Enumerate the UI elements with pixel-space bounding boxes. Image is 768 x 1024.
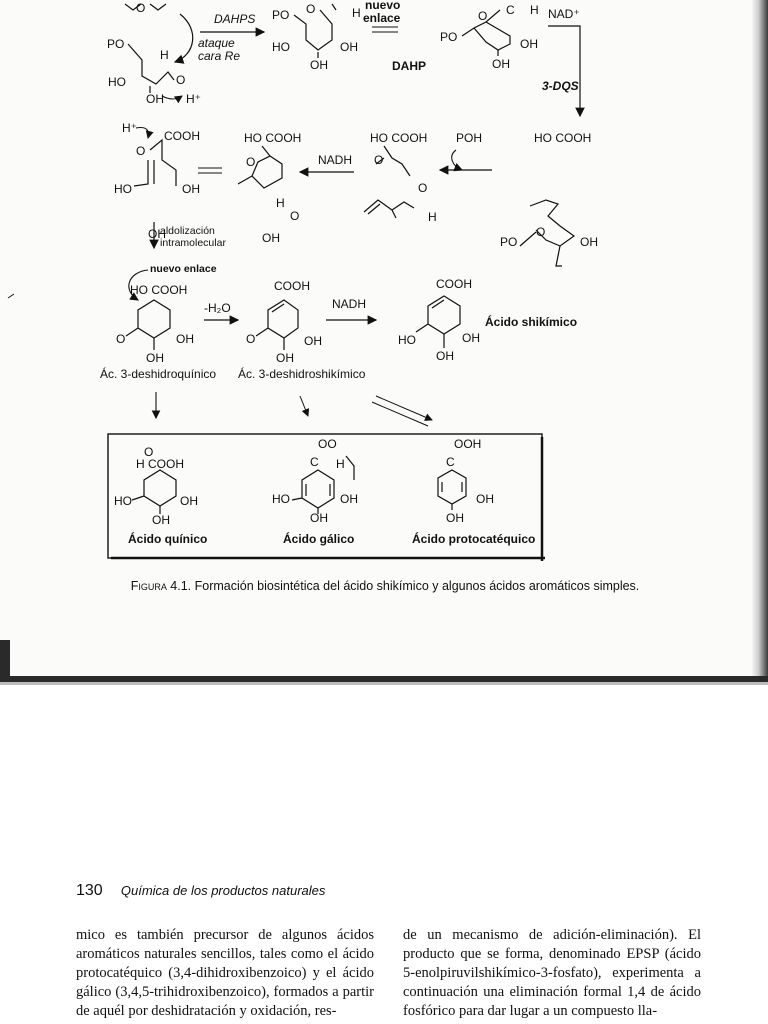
svg-text:OH: OH bbox=[176, 332, 194, 346]
svg-text:O: O bbox=[306, 2, 316, 16]
figure-caption bbox=[100, 578, 670, 594]
atom-h-nad: H bbox=[530, 3, 539, 17]
hemiketal-structure bbox=[238, 131, 301, 245]
svg-text:OH: OH bbox=[310, 511, 328, 525]
atom-h-new-bond: H bbox=[352, 6, 361, 20]
label-nadh-2: NADH bbox=[332, 297, 367, 311]
label-ac-3-deshidroshikimico: Ác. 3-deshidroshikímico bbox=[238, 367, 366, 381]
svg-text:H COOH: H COOH bbox=[136, 457, 184, 471]
svg-text:H: H bbox=[160, 48, 169, 62]
svg-text:OH: OH bbox=[146, 351, 164, 365]
dqs-intermediate-structure bbox=[370, 131, 427, 176]
structure-3-dehydroquinic bbox=[116, 283, 194, 365]
svg-text:C: C bbox=[506, 3, 515, 17]
svg-text:HO COOH: HO COOH bbox=[534, 131, 592, 145]
curved-arrow-attack bbox=[175, 14, 193, 62]
arrow-poh-release bbox=[452, 150, 462, 170]
svg-text:O: O bbox=[246, 155, 256, 169]
dqs-substrate-structure bbox=[500, 131, 598, 266]
arrow-nad-dqs bbox=[548, 26, 580, 116]
svg-text:PO: PO bbox=[107, 37, 125, 51]
label-dahps: DAHPS bbox=[214, 12, 256, 26]
svg-text:O: O bbox=[246, 332, 256, 346]
svg-text:O: O bbox=[478, 9, 488, 23]
label-acido-quinico: Ácido quínico bbox=[128, 532, 208, 546]
svg-text:HO: HO bbox=[114, 182, 132, 196]
structure-3-dehydroshikimic bbox=[246, 279, 322, 365]
svg-text:OH: OH bbox=[182, 182, 200, 196]
svg-text:O: O bbox=[136, 144, 146, 158]
atom-o: O bbox=[136, 1, 146, 15]
svg-text:OH: OH bbox=[180, 494, 198, 508]
svg-text:HO COOH: HO COOH bbox=[244, 131, 302, 145]
svg-text:COOH: COOH bbox=[164, 129, 200, 143]
equilibrium-arrows-2 bbox=[198, 168, 222, 173]
svg-text:OH: OH bbox=[304, 334, 322, 348]
svg-text:H: H bbox=[428, 210, 437, 224]
body-text-right-column: de un mecanismo de adición-eliminación). El producto que se forma, denominado EPSP (ácido 5-enolpiruvilshikímico-3-fosfato), experimenta a continuación una eliminación formal 1,4 de ácido fosfórico para dar lugar a un compuesto lla- bbox=[403, 927, 701, 1019]
label-acido-protocatequico: Ácido protocatéquico bbox=[412, 532, 536, 546]
svg-text:OH: OH bbox=[492, 57, 510, 71]
pep-fragment bbox=[125, 1, 166, 15]
svg-text:H: H bbox=[276, 196, 285, 210]
label-nadh-1: NADH bbox=[318, 153, 353, 167]
svg-text:C: C bbox=[446, 455, 455, 469]
svg-text:PO: PO bbox=[272, 8, 290, 22]
svg-text:O: O bbox=[176, 73, 186, 87]
svg-text:H: H bbox=[336, 457, 345, 471]
svg-text:OH: OH bbox=[152, 513, 170, 527]
label-h2o: -H₂O bbox=[204, 301, 231, 315]
svg-text:PO: PO bbox=[500, 235, 518, 249]
svg-text:OH: OH bbox=[520, 37, 538, 51]
page-footer bbox=[76, 882, 325, 900]
svg-text:OH: OH bbox=[340, 492, 358, 506]
svg-text:HO COOH: HO COOH bbox=[370, 131, 428, 145]
figure-label: Figura 4.1. bbox=[130, 579, 192, 593]
label-nad: NAD⁺ bbox=[548, 7, 580, 21]
label-ac-3-deshidroquinico: Ác. 3-deshidroquínico bbox=[100, 367, 217, 381]
structure-shikimic bbox=[398, 277, 480, 363]
svg-text:O: O bbox=[290, 209, 300, 223]
arrows-to-aromatics bbox=[156, 392, 432, 426]
svg-text:OH: OH bbox=[446, 511, 464, 525]
svg-text:HO: HO bbox=[398, 333, 416, 347]
atom-oh-aldol: OH bbox=[148, 227, 166, 241]
page-edge-shadow bbox=[0, 682, 768, 685]
label-intramolecular: intramolecular bbox=[160, 237, 226, 249]
svg-text:OH: OH bbox=[476, 492, 494, 506]
label-3-dqs: 3-DQS bbox=[542, 79, 579, 93]
aldol-precursor-structure bbox=[114, 121, 200, 196]
svg-text:O: O bbox=[144, 445, 154, 459]
label-nuevo-enlace-top: nuevo bbox=[365, 0, 401, 12]
svg-text:OH: OH bbox=[146, 92, 164, 106]
svg-text:COOH: COOH bbox=[274, 279, 310, 293]
e4p-structure bbox=[107, 37, 201, 106]
svg-text:HO: HO bbox=[272, 40, 290, 54]
page-number: 130 bbox=[76, 882, 103, 899]
label-nuevo-enlace-2: nuevo enlace bbox=[150, 263, 217, 275]
label-poh: POH bbox=[456, 131, 483, 145]
svg-text:OOH: OOH bbox=[454, 437, 482, 451]
svg-text:OO: OO bbox=[318, 437, 337, 451]
structure-quinic bbox=[114, 445, 198, 527]
label-acido-shikimico: Ácido shikímico bbox=[485, 315, 578, 329]
svg-text:OH: OH bbox=[310, 58, 328, 72]
svg-text:O: O bbox=[116, 332, 126, 346]
svg-text:C: C bbox=[310, 455, 319, 469]
svg-text:HO: HO bbox=[108, 75, 126, 89]
svg-text:OH: OH bbox=[436, 349, 454, 363]
svg-text:O: O bbox=[536, 225, 546, 239]
svg-text:H⁺: H⁺ bbox=[122, 121, 137, 135]
svg-text:HO: HO bbox=[114, 494, 132, 508]
svg-text:OH: OH bbox=[262, 231, 280, 245]
running-title: Química de los productos naturales bbox=[120, 883, 326, 898]
label-ataque: ataque bbox=[198, 36, 235, 50]
svg-text:OH: OH bbox=[580, 235, 598, 249]
page-edge-left bbox=[0, 640, 10, 680]
label-cara-re: cara Re bbox=[198, 49, 241, 63]
svg-text:H⁺: H⁺ bbox=[186, 92, 201, 106]
structure-protocatechuic bbox=[438, 437, 494, 525]
intermediate-1-structure bbox=[272, 2, 358, 72]
svg-text:PO: PO bbox=[440, 30, 458, 44]
figure-caption-text: Formación biosintética del ácido shikímico y algunos ácidos aromáticos simples. bbox=[194, 579, 640, 593]
svg-text:O: O bbox=[374, 153, 384, 167]
enol-intermediate-structure bbox=[364, 181, 437, 224]
svg-text:HO: HO bbox=[272, 492, 290, 506]
svg-text:O: O bbox=[418, 181, 428, 195]
label-acido-galico: Ácido gálico bbox=[283, 532, 355, 546]
svg-text:OH: OH bbox=[340, 40, 358, 54]
svg-text:COOH: COOH bbox=[436, 277, 472, 291]
svg-text:HO COOH: HO COOH bbox=[130, 283, 188, 297]
label-enlace-top: enlace bbox=[363, 11, 401, 25]
dahp-cyclic-structure bbox=[440, 3, 538, 71]
structure-gallic bbox=[272, 437, 358, 525]
label-aldolizacion: aldolización bbox=[160, 225, 215, 237]
body-text-left-column: mico es también precursor de algunos ácidos aromáticos naturales sencillos, tales como el ácido protocatéquico (3,4-dihidroxibenzoico) y el ácido gálico (3,4,5-trihidroxibenzoico), formados a partir de aquél por deshidratación y oxidación, res- bbox=[76, 927, 374, 1019]
svg-text:OH: OH bbox=[276, 351, 294, 365]
margin-mark bbox=[8, 294, 14, 298]
label-dahp: DAHP bbox=[392, 59, 427, 73]
equilibrium-arrows-1 bbox=[372, 27, 398, 32]
svg-text:OH: OH bbox=[462, 331, 480, 345]
